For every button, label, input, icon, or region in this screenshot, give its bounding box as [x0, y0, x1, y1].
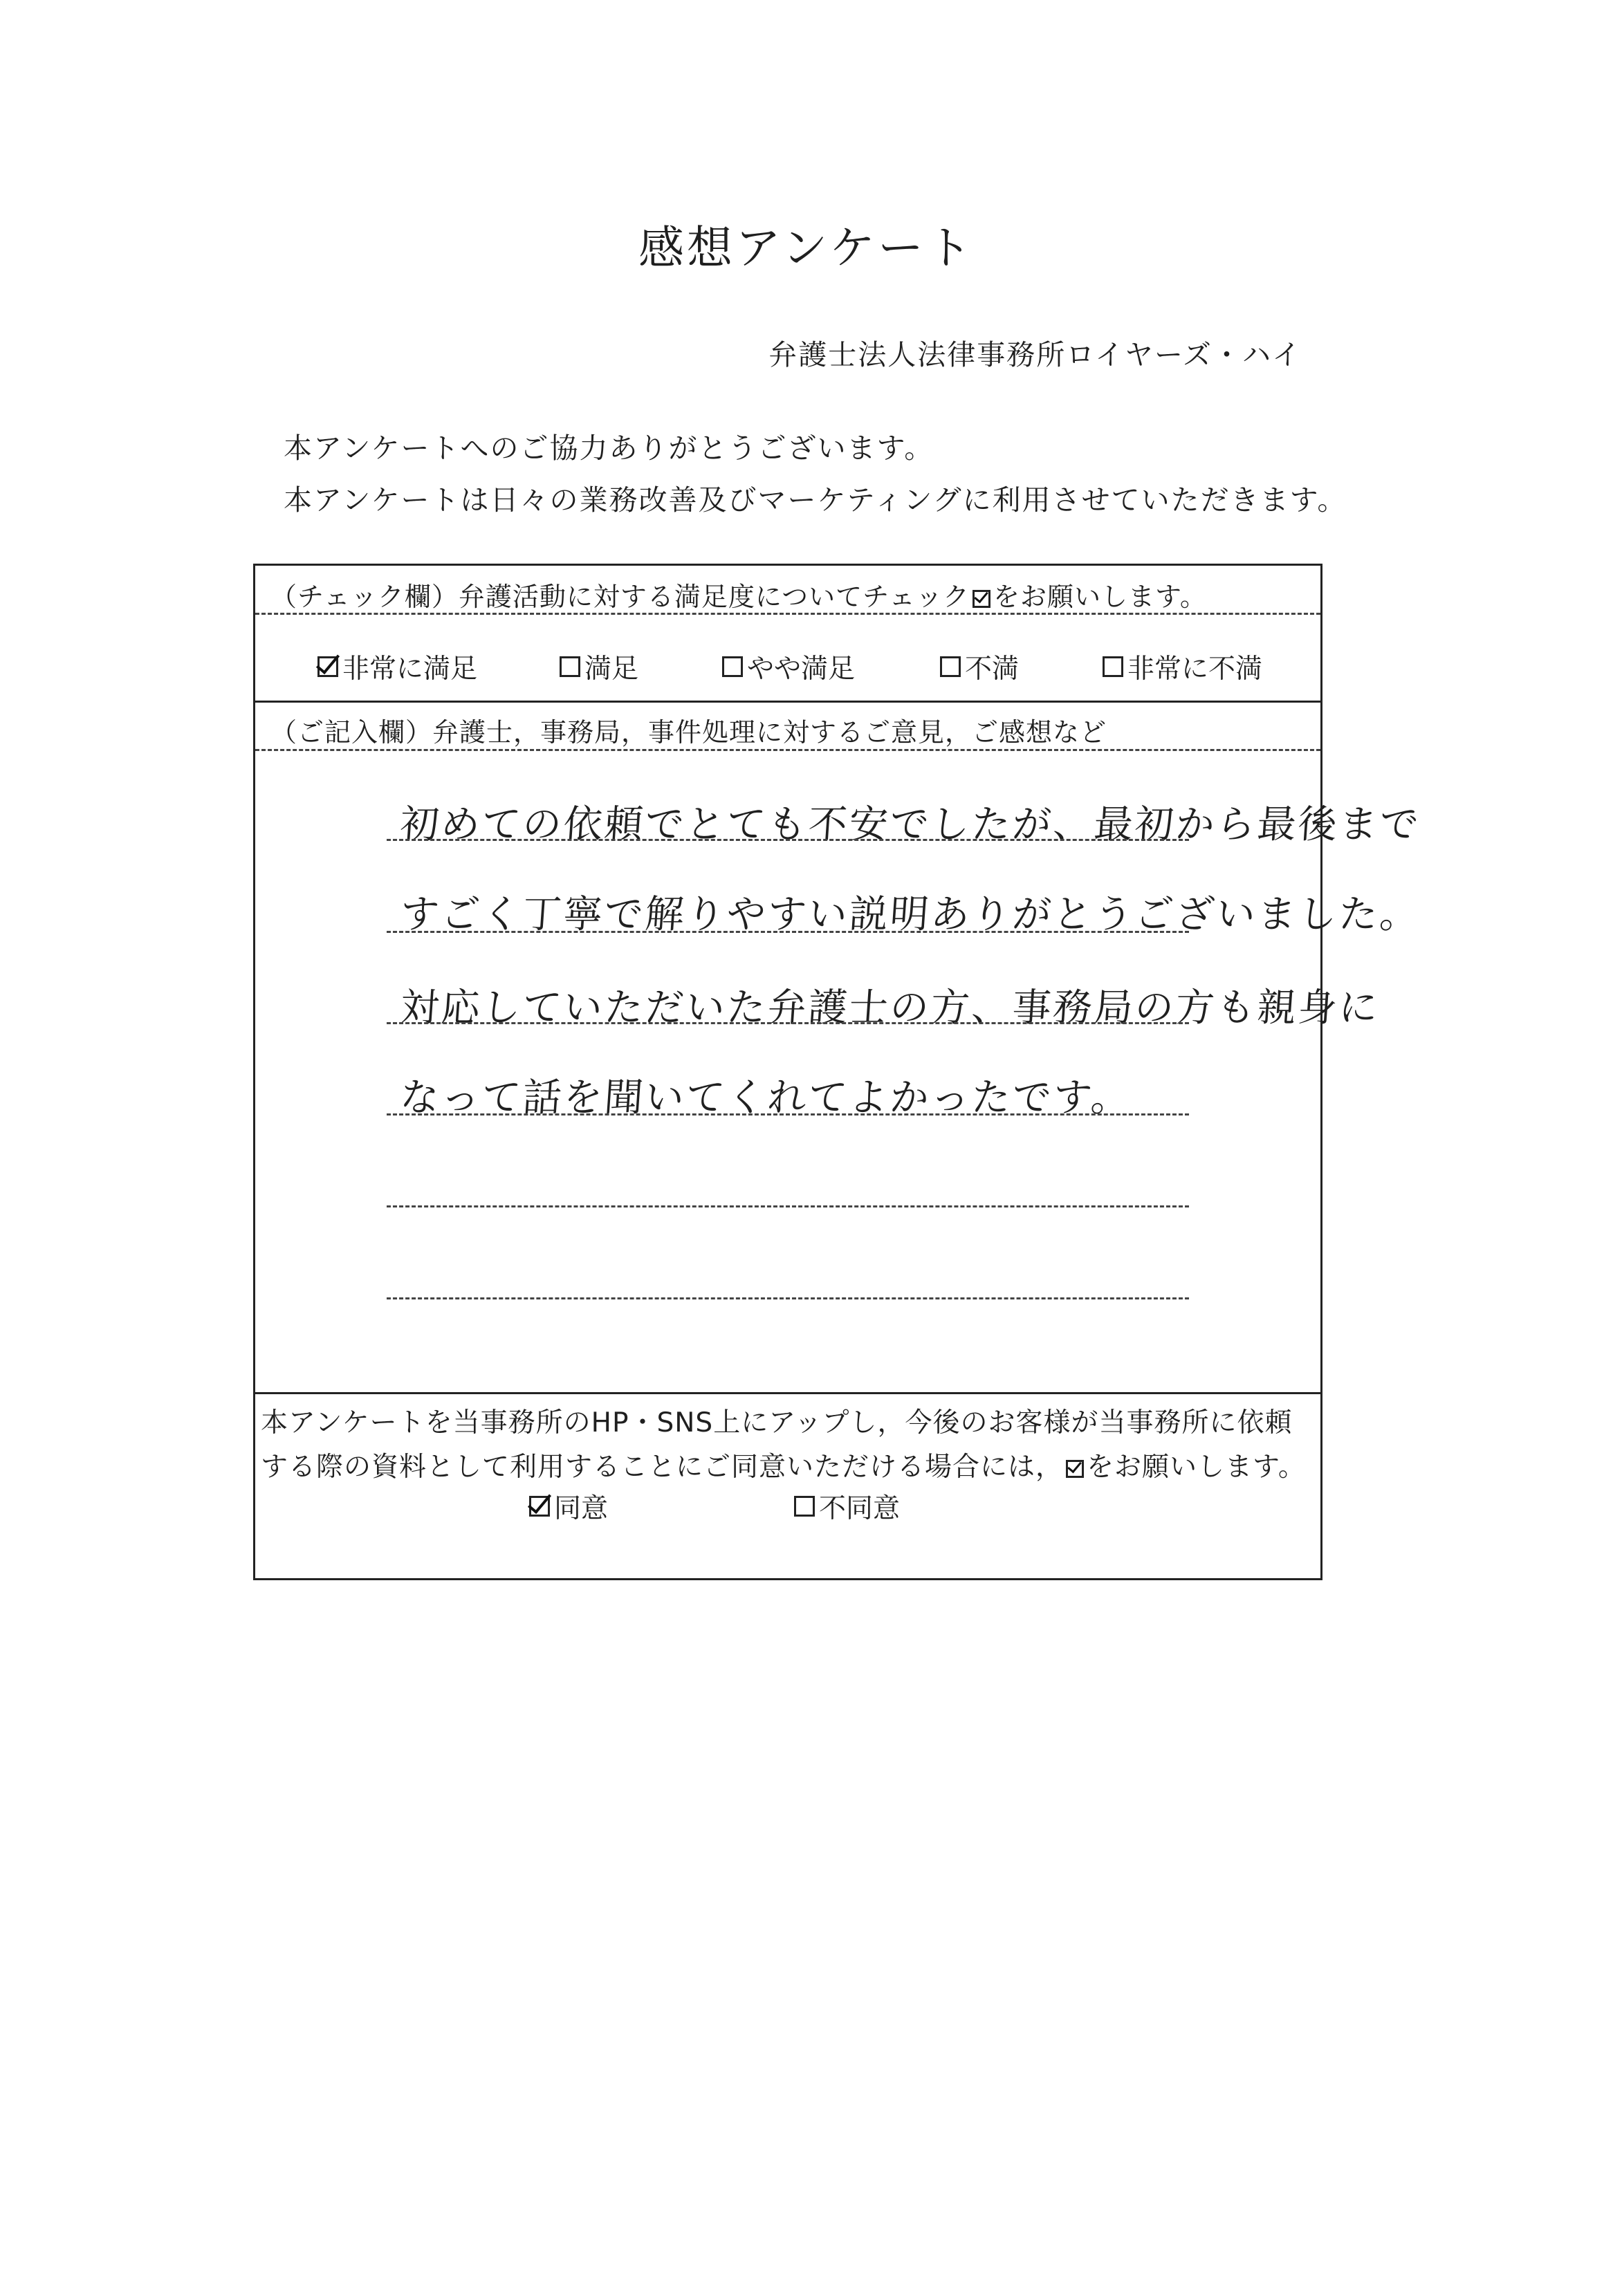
consent-line-2-tail: をお願いします。: [1087, 1452, 1306, 1483]
option-very-satisfied[interactable]: [317, 647, 477, 686]
firm-name: 弁護士法人法律事務所ロイヤーズ・ハイ: [768, 338, 1302, 371]
divider: [255, 613, 1320, 615]
checkbox-icon[interactable]: [560, 656, 580, 677]
option-satisfied[interactable]: [560, 647, 638, 686]
comment-line-4: なって話を聞いてくれてよかったです。: [398, 1075, 1134, 1120]
disagree-label: 不同意: [819, 1493, 901, 1524]
checkbox-icon[interactable]: [940, 656, 961, 677]
comment-section-label: （ご記入欄）弁護士，事務局，事件処理に対するご意見，ご感想など: [270, 717, 1107, 748]
comment-line-3: 対応していただいた弁護士の方、事務局の方も親身に: [398, 985, 1381, 1030]
writing-line: [387, 1113, 1189, 1115]
disagree-option[interactable]: [794, 1487, 900, 1526]
option-label: やや満足: [747, 654, 856, 685]
writing-line: [387, 931, 1189, 933]
agree-option[interactable]: [529, 1487, 608, 1526]
check-section-label-tail: をお願いします。: [993, 582, 1207, 612]
consent-line-2-text: する際の資料として利用することにご同意いただける場合には，: [261, 1452, 1064, 1483]
comment-line-1: 初めての依頼でとても不安でしたが、最初から最後まで: [398, 802, 1422, 847]
option-label: 非常に不満: [1127, 654, 1263, 685]
check-section-label-text: （チェック欄）弁護活動に対する満足度についてチェック: [270, 582, 970, 612]
satisfaction-options: [255, 635, 1320, 697]
option-somewhat-satisfied[interactable]: [722, 647, 855, 686]
writing-line: [387, 1022, 1189, 1024]
divider: [255, 749, 1320, 751]
option-very-dissatisfied[interactable]: [1103, 647, 1262, 686]
consent-line-1: 本アンケートを当事務所のHP・SNS上にアップし，今後のお客様が当事務所に依頼: [261, 1407, 1293, 1438]
checkbox-checked-icon[interactable]: [529, 1496, 550, 1517]
intro-line-1: 本アンケートへのご協力ありがとうございます。: [284, 432, 934, 465]
writing-line: [387, 1297, 1189, 1299]
writing-line: [387, 839, 1189, 841]
agree-label: 同意: [554, 1493, 609, 1524]
divider: [255, 701, 1320, 703]
divider: [255, 1392, 1320, 1394]
survey-form: [253, 564, 1422, 1580]
checkbox-sample-icon: [1066, 1460, 1084, 1478]
consent-line-2: [261, 1445, 1306, 1484]
option-label: 非常に満足: [342, 654, 478, 685]
page-title: 感想アンケート: [638, 221, 975, 275]
check-section-label: [270, 575, 1207, 613]
checkbox-icon[interactable]: [1103, 656, 1123, 677]
option-label: 満足: [584, 654, 639, 685]
checkbox-icon[interactable]: [722, 656, 743, 677]
comment-line-2: すごく丁寧で解りやすい説明ありがとうございました。: [398, 892, 1422, 937]
option-dissatisfied[interactable]: [940, 647, 1019, 686]
checkbox-sample-icon: [973, 590, 990, 608]
intro-line-2: 本アンケートは日々の業務改善及びマーケティングに利用させていただきます。: [284, 483, 1347, 517]
checkbox-icon[interactable]: [794, 1496, 815, 1517]
checkbox-checked-icon[interactable]: [317, 656, 338, 677]
writing-line: [387, 1205, 1189, 1207]
option-label: 不満: [965, 654, 1020, 685]
